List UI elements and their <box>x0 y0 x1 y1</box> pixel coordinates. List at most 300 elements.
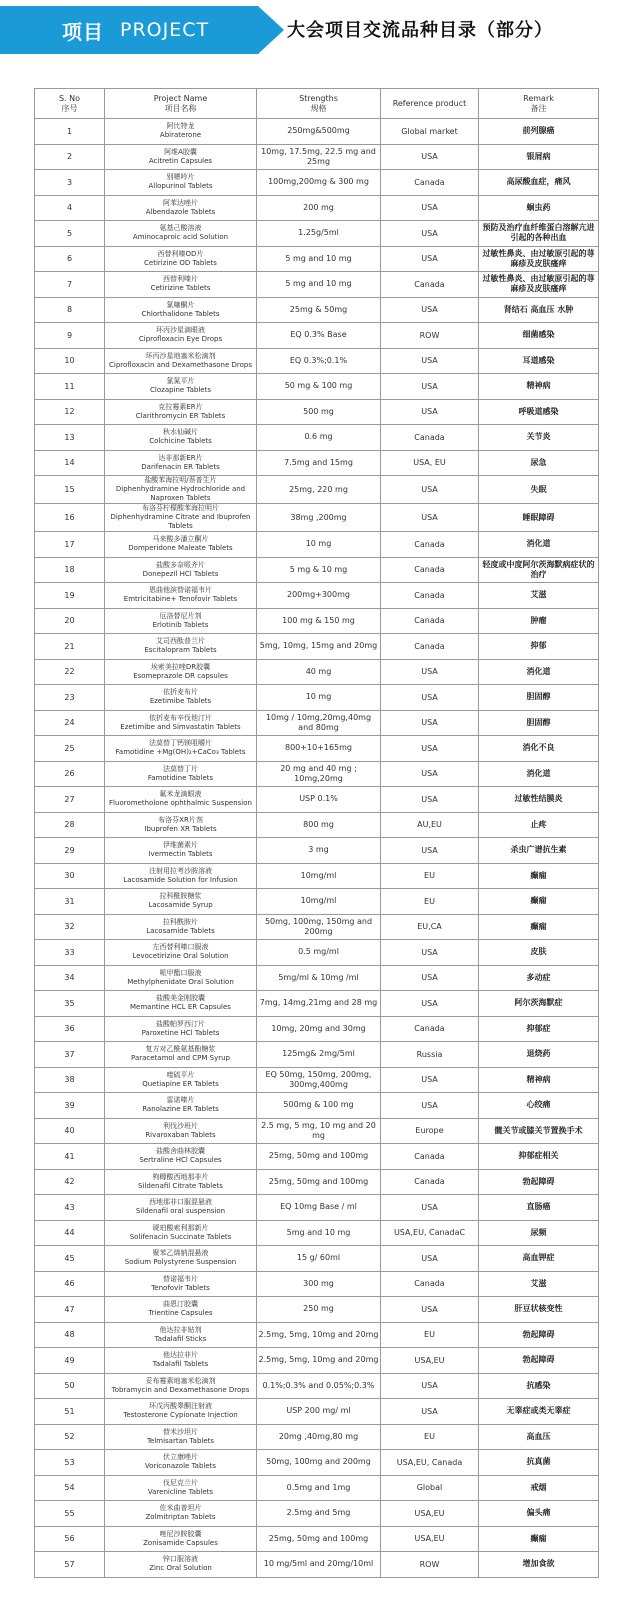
row-number: 46 <box>64 1279 75 1289</box>
cell-reference <box>381 736 479 762</box>
row-number: 22 <box>64 667 75 677</box>
reference-text: USA <box>421 1075 438 1085</box>
remark-text: 癫痫 <box>530 1533 547 1543</box>
cell-reference <box>381 1118 479 1144</box>
remark-text: 预防及治疗血纤维蛋白溶解亢进引起的各种出血 <box>482 223 595 243</box>
cell-no <box>35 1118 105 1144</box>
remark-text: 肿瘤 <box>530 615 547 625</box>
cell-reference <box>381 170 479 196</box>
reference-text: EU <box>424 1330 435 1340</box>
table-row <box>35 583 599 609</box>
cell-no <box>35 710 105 736</box>
cell-reference <box>381 812 479 838</box>
cell-remark <box>479 557 599 583</box>
cell-no <box>35 504 105 532</box>
cell-project-name <box>105 272 257 298</box>
project-name-cn: 盐酸舍曲林胶囊 <box>156 1147 205 1156</box>
cell-strength <box>257 399 381 425</box>
row-number: 35 <box>64 998 75 1008</box>
cell-strength <box>257 863 381 889</box>
cell-remark <box>479 736 599 762</box>
cell-strength <box>257 195 381 221</box>
cell-no <box>35 608 105 634</box>
cell-remark <box>479 659 599 685</box>
project-name-en: Acitretin Capsules <box>148 156 213 165</box>
cell-reference <box>381 272 479 298</box>
project-name-cn: 阿比特龙 <box>166 122 195 131</box>
cell-strength <box>257 348 381 374</box>
project-name-en: Zinc Oral Solution <box>149 1564 212 1573</box>
row-number: 31 <box>64 896 75 906</box>
cell-no <box>35 272 105 298</box>
reference-text: EU,CA <box>417 922 442 932</box>
remark-text: 消化道 <box>526 539 551 549</box>
project-name-en: Esomeprazole DR capsules <box>133 671 228 680</box>
cell-no <box>35 838 105 864</box>
cell-reference <box>381 1144 479 1170</box>
project-name-en: Albendazole Tablets <box>145 207 216 216</box>
cell-strength <box>257 583 381 609</box>
project-name-en: Clozapine Tablets <box>150 386 211 395</box>
tag-arrow-shape <box>258 6 284 54</box>
project-name-en: Sodium Polystyrene Suspension <box>124 1258 237 1267</box>
reference-text: Canada <box>414 1024 445 1034</box>
row-number: 26 <box>64 769 75 779</box>
project-name-en: Ranolazine ER Tablets <box>142 1105 219 1114</box>
project-name-cn: 枸橼酸西地那非片 <box>152 1172 209 1181</box>
cell-reference <box>381 1042 479 1068</box>
cell-no <box>35 1322 105 1348</box>
table-row <box>35 736 599 762</box>
row-number: 16 <box>64 513 75 522</box>
cell-strength <box>257 812 381 838</box>
remark-text: 心绞痛 <box>526 1100 551 1110</box>
cell-no <box>35 1552 105 1578</box>
remark-text: 髋关节或膝关节置换手术 <box>494 1125 583 1135</box>
project-name-cn: 盐酸美金刚胶囊 <box>156 994 205 1003</box>
cell-remark <box>479 425 599 451</box>
remark-text: 精神病 <box>526 1074 551 1084</box>
reference-text: USA,EU, CanadaC <box>393 1228 466 1238</box>
table-row <box>35 476 599 504</box>
row-number: 23 <box>64 692 75 702</box>
cell-project-name <box>105 1399 257 1425</box>
strength-text: 20 mg and 40 mg ; 10mg,20mg <box>280 763 357 783</box>
project-name-en: Allopurinol Tablets <box>148 182 213 191</box>
remark-text: 退烧药 <box>526 1049 551 1059</box>
cell-strength <box>257 940 381 966</box>
remark-text: 失眠 <box>530 484 547 494</box>
cell-reference <box>381 1271 479 1297</box>
cell-no <box>35 1093 105 1119</box>
row-number: 49 <box>64 1355 75 1365</box>
cell-reference <box>381 1424 479 1450</box>
project-name-cn: 盐酸帕罗西汀片 <box>156 1019 205 1028</box>
reference-text: AU,EU <box>417 820 442 830</box>
cell-no <box>35 1144 105 1170</box>
cell-no <box>35 1195 105 1221</box>
cell-project-name <box>105 914 257 940</box>
project-name-en: Voriconazole Tablets <box>144 1462 217 1471</box>
table-row <box>35 1144 599 1170</box>
page-heading: 大会项目交流品种目录（部分） <box>287 20 553 41</box>
remark-text: 高血压 <box>526 1431 551 1441</box>
project-name-en: Darifenacin ER Tablets <box>141 462 220 471</box>
table-row <box>35 323 599 349</box>
project-name-en: Tobramycin and Dexamethasone Drops <box>111 1385 250 1394</box>
cell-strength <box>257 272 381 298</box>
reference-text: EU <box>424 1432 435 1442</box>
reference-text: USA <box>421 513 438 522</box>
table-row <box>35 1118 599 1144</box>
project-name-en: Ezetimibe and Simvastatin Tablets <box>120 722 241 731</box>
page-banner <box>0 0 640 60</box>
table-row <box>35 221 599 247</box>
cell-reference <box>381 634 479 660</box>
cell-reference <box>381 1195 479 1221</box>
row-number: 8 <box>66 305 73 315</box>
cell-project-name <box>105 1271 257 1297</box>
cell-reference <box>381 1348 479 1374</box>
table-row <box>35 659 599 685</box>
reference-text: Canada <box>414 641 445 651</box>
row-number: 43 <box>64 1202 75 1212</box>
reference-text: USA <box>421 1253 438 1263</box>
table-row <box>35 272 599 298</box>
strength-text: 3 mg <box>308 845 329 855</box>
cell-no <box>35 889 105 915</box>
project-name-cn: 拉科酰胺片 <box>163 917 198 926</box>
project-name-en: Lacosamide Syrup <box>148 901 213 910</box>
reference-text: USA <box>421 947 438 957</box>
row-number: 1 <box>66 126 73 136</box>
remark-text: 关节炎 <box>526 432 551 442</box>
table-row <box>35 1220 599 1246</box>
row-number: 33 <box>64 947 75 957</box>
row-number: 51 <box>64 1406 75 1416</box>
cell-no <box>35 348 105 374</box>
reference-text: Canada <box>414 177 445 187</box>
cell-project-name <box>105 1552 257 1578</box>
cell-reference <box>381 1093 479 1119</box>
cell-strength <box>257 1373 381 1399</box>
cell-strength <box>257 374 381 400</box>
project-name-cn: 法莫替丁钙镁咀嚼片 <box>149 739 212 748</box>
cell-reference <box>381 557 479 583</box>
cell-project-name <box>105 399 257 425</box>
row-number: 24 <box>64 718 75 728</box>
cell-reference <box>381 583 479 609</box>
reference-text: USA <box>421 845 438 855</box>
row-number: 41 <box>64 1151 75 1161</box>
cell-remark <box>479 1067 599 1093</box>
remark-text: 抗感染 <box>526 1380 551 1390</box>
cell-strength <box>257 685 381 711</box>
table-row <box>35 838 599 864</box>
table-row <box>35 348 599 374</box>
cell-remark <box>479 532 599 558</box>
cell-project-name <box>105 1297 257 1323</box>
table-row <box>35 1450 599 1476</box>
project-name-en: Telmisartan Tablets <box>146 1436 215 1445</box>
cell-remark <box>479 710 599 736</box>
project-name-en: Zonisamide Capsules <box>143 1538 218 1547</box>
header-remark <box>479 89 599 119</box>
project-name-en: Sildenafil oral suspension <box>135 1207 226 1216</box>
cell-project-name <box>105 1067 257 1093</box>
table-row <box>35 940 599 966</box>
project-name-en: Paracetamol and CPM Syrup <box>131 1054 230 1063</box>
reference-text: Europe <box>415 1126 444 1136</box>
table-row <box>35 1016 599 1042</box>
cell-strength <box>257 297 381 323</box>
strength-text: 5mg, 10mg, 15mg and 20mg <box>259 641 378 651</box>
cell-strength <box>257 532 381 558</box>
reference-text: USA <box>421 228 438 238</box>
remark-text: 戒烟 <box>530 1482 547 1492</box>
table-row <box>35 889 599 915</box>
cell-reference <box>381 425 479 451</box>
reference-text: USA <box>421 1202 438 1212</box>
cell-reference <box>381 787 479 813</box>
cell-project-name <box>105 119 257 145</box>
cell-reference <box>381 914 479 940</box>
remark-text: 轻度或中度阿尔茨海默病症状的治疗 <box>482 559 595 579</box>
reference-text: USA <box>421 973 438 983</box>
table-row <box>35 1271 599 1297</box>
cell-project-name <box>105 940 257 966</box>
project-name-en: Abiraterone <box>159 131 202 140</box>
row-number: 47 <box>64 1304 75 1314</box>
cell-project-name <box>105 685 257 711</box>
cell-remark <box>479 1195 599 1221</box>
project-name-en: Quetiapine ER Tablets <box>142 1079 219 1088</box>
row-number: 14 <box>64 458 75 468</box>
strength-text: 250mg&500mg <box>287 126 350 136</box>
strength-text: 10mg/ml <box>300 896 337 906</box>
cell-no <box>35 1220 105 1246</box>
row-number: 17 <box>64 539 75 549</box>
table-row <box>35 195 599 221</box>
cell-project-name <box>105 1373 257 1399</box>
project-name-en: Sildenafil Citrate Tablets <box>138 1181 223 1190</box>
table-row <box>35 425 599 451</box>
cell-no <box>35 119 105 145</box>
cell-strength <box>257 476 381 504</box>
cell-strength <box>257 1450 381 1476</box>
cell-remark <box>479 297 599 323</box>
cell-remark <box>479 583 599 609</box>
cell-no <box>35 914 105 940</box>
cell-strength <box>257 710 381 736</box>
row-number: 45 <box>64 1253 75 1263</box>
cell-no <box>35 659 105 685</box>
project-name-en: Tadalafil Sticks <box>154 1334 207 1343</box>
row-number: 36 <box>64 1024 75 1034</box>
reference-text: USA <box>421 356 438 366</box>
cell-reference <box>381 532 479 558</box>
strength-text: 50mg, 100mg and 200mg <box>266 1457 371 1467</box>
project-name-cn: 克拉霉素ER片 <box>158 402 203 411</box>
row-number: 37 <box>64 1049 75 1059</box>
cell-no <box>35 634 105 660</box>
cell-strength <box>257 1093 381 1119</box>
project-name-cn: 氯氮平片 <box>166 377 195 386</box>
cell-remark <box>479 1373 599 1399</box>
cell-no <box>35 425 105 451</box>
cell-no <box>35 1016 105 1042</box>
project-name-cn: 琥珀酸索利那新片 <box>152 1223 209 1232</box>
cell-strength <box>257 1322 381 1348</box>
row-number: 4 <box>66 203 73 213</box>
cell-project-name <box>105 297 257 323</box>
cell-reference <box>381 144 479 170</box>
project-name-cn: 妥布霉素地塞米松滴剂 <box>145 1376 216 1385</box>
cell-reference <box>381 710 479 736</box>
remark-text: 无睾症或类无睾症 <box>506 1406 571 1416</box>
project-name-en: Rivaroxaban Tablets <box>145 1130 216 1139</box>
project-name-cn: 聚苯乙烯钠混悬液 <box>152 1249 209 1258</box>
table-row <box>35 1526 599 1552</box>
reference-text: Canada <box>414 590 445 600</box>
reference-text: Global <box>416 1483 443 1493</box>
reference-text: EU <box>424 871 435 881</box>
remark-text: 胆固醇 <box>526 692 551 702</box>
table-row <box>35 1093 599 1119</box>
project-name-cn: 氨基己酸溶液 <box>159 224 202 233</box>
header-strength <box>257 89 381 119</box>
cell-reference <box>381 450 479 476</box>
reference-text: USA <box>421 152 438 162</box>
remark-text: 过敏性结膜炎 <box>514 794 563 804</box>
remark-text: 杀虫广谱抗生素 <box>510 845 567 855</box>
cell-strength <box>257 1526 381 1552</box>
project-name-cn: 依折麦布辛伐他汀片 <box>149 713 212 722</box>
remark-text: 直肠癌 <box>526 1202 551 1212</box>
remark-text: 精神病 <box>526 381 551 391</box>
reference-text: USA <box>421 718 438 728</box>
cell-project-name <box>105 1246 257 1272</box>
project-name-en: Trientine Capsules <box>148 1309 213 1318</box>
cell-reference <box>381 1475 479 1501</box>
table-row <box>35 1501 599 1527</box>
strength-text: 5mg and 10 mg <box>286 1227 351 1237</box>
project-name-cn: 环戊丙酸睾酮注射液 <box>149 1402 212 1411</box>
project-name-cn: 恩曲他滨替诺福韦片 <box>149 586 212 595</box>
cell-remark <box>479 504 599 532</box>
cell-project-name <box>105 221 257 247</box>
remark-text: 肾结石 高血压 水肿 <box>503 304 574 314</box>
table-row <box>35 863 599 889</box>
cell-no <box>35 476 105 504</box>
cell-strength <box>257 221 381 247</box>
cell-reference <box>381 1399 479 1425</box>
cell-strength <box>257 1195 381 1221</box>
cell-reference <box>381 1220 479 1246</box>
cell-strength <box>257 914 381 940</box>
project-name-en: Famotidine +Mg(OH)₂+CaCo₃ Tablets <box>115 748 246 757</box>
row-number: 56 <box>64 1534 75 1544</box>
project-tag-cn: 项目 <box>62 19 104 44</box>
reference-text: USA <box>421 1100 438 1110</box>
cell-project-name <box>105 374 257 400</box>
table-row <box>35 710 599 736</box>
remark-text: 抑郁 <box>530 641 547 651</box>
cell-reference <box>381 965 479 991</box>
project-name-cn: 西地那非口服混悬液 <box>149 1198 212 1207</box>
reference-text: Canada <box>414 1151 445 1161</box>
cell-no <box>35 532 105 558</box>
reference-text: USA <box>421 485 438 494</box>
cell-reference <box>381 348 479 374</box>
row-number: 6 <box>66 254 73 264</box>
cell-project-name <box>105 736 257 762</box>
row-number: 19 <box>64 590 75 600</box>
row-number: 15 <box>64 485 75 494</box>
reference-text: USA,EU <box>414 1355 445 1365</box>
strength-text: 25mg, 50mg and 100mg <box>268 1176 369 1186</box>
cell-reference <box>381 1297 479 1323</box>
strength-text: 100mg,200mg & 300 mg <box>268 177 369 187</box>
reference-text: USA <box>421 254 438 264</box>
strength-text: 10 mg <box>305 692 332 702</box>
cell-project-name <box>105 348 257 374</box>
cell-no <box>35 144 105 170</box>
cell-reference <box>381 221 479 247</box>
project-name-en: Solifenacin Succinate Tablets <box>129 1232 232 1241</box>
reference-text: USA <box>421 769 438 779</box>
cell-strength <box>257 634 381 660</box>
cell-no <box>35 685 105 711</box>
table-row <box>35 1195 599 1221</box>
strength-text: EQ 10mg Base / ml <box>280 1202 357 1212</box>
cell-reference <box>381 1246 479 1272</box>
project-name-cn: 唑尼沙胺胶囊 <box>159 1529 202 1538</box>
remark-text: 消化道 <box>526 666 551 676</box>
strength-text: 5 mg and 10 mg <box>285 279 352 289</box>
cell-project-name <box>105 1475 257 1501</box>
table-row <box>35 1297 599 1323</box>
project-name-en: Donepezil HCl Tablets <box>142 569 219 578</box>
cell-remark <box>479 221 599 247</box>
table-row <box>35 374 599 400</box>
cell-project-name <box>105 1322 257 1348</box>
row-number: 57 <box>64 1559 75 1569</box>
cell-reference <box>381 323 479 349</box>
row-number: 34 <box>64 973 75 983</box>
row-number: 48 <box>64 1330 75 1340</box>
table-row <box>35 991 599 1017</box>
project-name-cn: 达非那新ER片 <box>158 453 203 462</box>
cell-remark <box>479 1144 599 1170</box>
cell-project-name <box>105 1169 257 1195</box>
cell-strength <box>257 1067 381 1093</box>
cell-no <box>35 761 105 787</box>
cell-no <box>35 246 105 272</box>
cell-reference <box>381 246 479 272</box>
strength-text: 0.6 mg <box>304 432 333 442</box>
project-name-cn: 伊维菌素片 <box>163 841 198 850</box>
reference-text: Canada <box>414 1177 445 1187</box>
row-number: 42 <box>64 1177 75 1187</box>
table-row <box>35 1169 599 1195</box>
strength-text: 5mg/ml & 10mg /ml <box>278 972 359 982</box>
strength-text: 100 mg & 150 mg <box>282 615 355 625</box>
header-strength-cn: 规格 <box>310 103 327 113</box>
cell-no <box>35 1271 105 1297</box>
cell-strength <box>257 1144 381 1170</box>
cell-strength <box>257 659 381 685</box>
